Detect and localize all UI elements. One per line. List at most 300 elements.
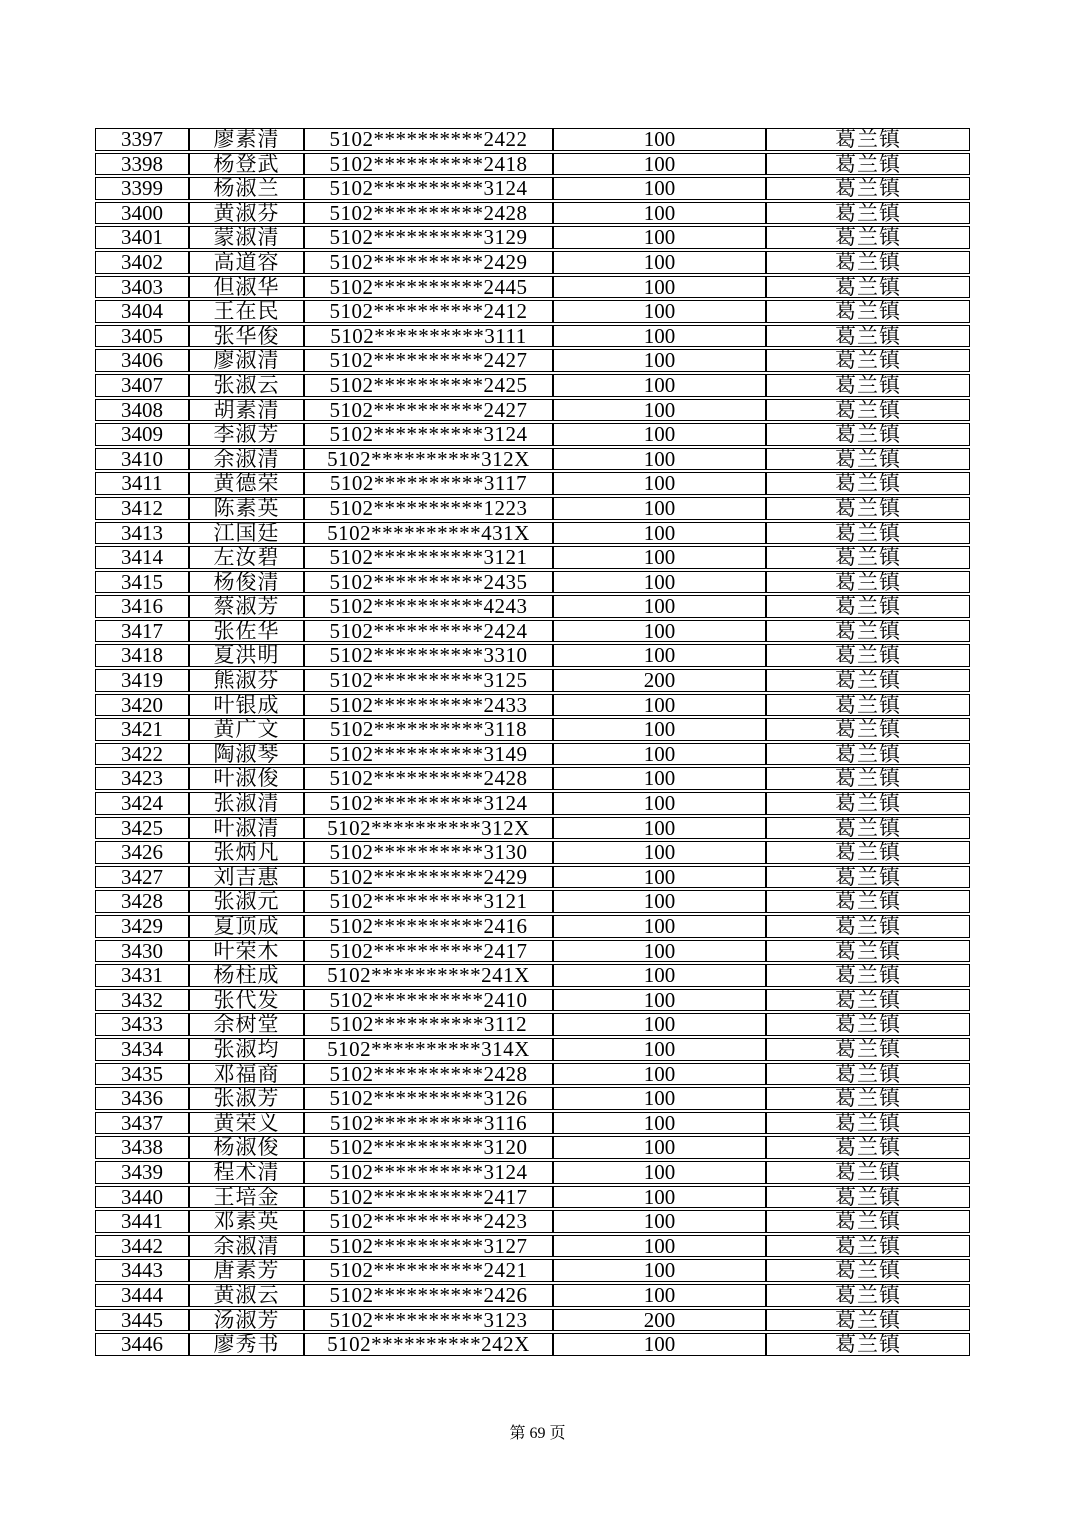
- table-row: [95, 644, 970, 667]
- id-number-cell: 5102**********312X: [304, 448, 553, 471]
- amount-cell: 100: [553, 841, 766, 864]
- person-name-cell: 张炳凡: [189, 841, 304, 864]
- town-cell: 葛兰镇: [766, 522, 970, 545]
- id-number-cell: 5102**********3120: [304, 1136, 553, 1159]
- person-name-cell: 张淑清: [189, 792, 304, 815]
- amount-cell: 100: [553, 374, 766, 397]
- amount-cell: 100: [553, 497, 766, 520]
- roster-table-body: [95, 128, 970, 1356]
- serial-number-cell: 3429: [95, 915, 189, 938]
- serial-number-cell: 3404: [95, 300, 189, 323]
- serial-number-cell: 3437: [95, 1112, 189, 1135]
- town-cell: 葛兰镇: [766, 1112, 970, 1135]
- serial-number-cell: 3401: [95, 226, 189, 249]
- table-row: [95, 1235, 970, 1258]
- id-number-cell: 5102**********3149: [304, 743, 553, 766]
- amount-cell: 100: [553, 1186, 766, 1209]
- town-cell: 葛兰镇: [766, 472, 970, 495]
- table-row: [95, 1136, 970, 1159]
- id-number-cell: 5102**********3118: [304, 718, 553, 741]
- person-name-cell: 熊淑芬: [189, 669, 304, 692]
- town-cell: 葛兰镇: [766, 718, 970, 741]
- town-cell: 葛兰镇: [766, 349, 970, 372]
- table-row: [95, 448, 970, 471]
- serial-number-cell: 3416: [95, 595, 189, 618]
- page-number-label: 第 69 页: [509, 1425, 566, 1442]
- amount-cell: 100: [553, 399, 766, 422]
- id-number-cell: 5102**********3116: [304, 1112, 553, 1135]
- amount-cell: 100: [553, 472, 766, 495]
- id-number-cell: 5102**********3117: [304, 472, 553, 495]
- table-row: [95, 1186, 970, 1209]
- table-row: [95, 792, 970, 815]
- town-cell: 葛兰镇: [766, 300, 970, 323]
- serial-number-cell: 3408: [95, 399, 189, 422]
- town-cell: 葛兰镇: [766, 448, 970, 471]
- id-number-cell: 5102**********3124: [304, 177, 553, 200]
- town-cell: 葛兰镇: [766, 325, 970, 348]
- town-cell: 葛兰镇: [766, 620, 970, 643]
- town-cell: 葛兰镇: [766, 153, 970, 176]
- table-row: [95, 374, 970, 397]
- person-name-cell: 陈素英: [189, 497, 304, 520]
- person-name-cell: 高道容: [189, 251, 304, 274]
- table-row: [95, 1013, 970, 1036]
- serial-number-cell: 3402: [95, 251, 189, 274]
- serial-number-cell: 3398: [95, 153, 189, 176]
- person-name-cell: 廖淑清: [189, 349, 304, 372]
- serial-number-cell: 3397: [95, 128, 189, 151]
- town-cell: 葛兰镇: [766, 792, 970, 815]
- town-cell: 葛兰镇: [766, 177, 970, 200]
- amount-cell: 100: [553, 1259, 766, 1282]
- serial-number-cell: 3433: [95, 1013, 189, 1036]
- table-row: [95, 177, 970, 200]
- serial-number-cell: 3445: [95, 1309, 189, 1332]
- town-cell: 葛兰镇: [766, 571, 970, 594]
- town-cell: 葛兰镇: [766, 890, 970, 913]
- table-row: [95, 890, 970, 913]
- id-number-cell: 5102**********2427: [304, 349, 553, 372]
- id-number-cell: 5102**********2417: [304, 1186, 553, 1209]
- serial-number-cell: 3446: [95, 1333, 189, 1356]
- serial-number-cell: 3444: [95, 1284, 189, 1307]
- person-name-cell: 但淑华: [189, 276, 304, 299]
- amount-cell: 100: [553, 1161, 766, 1184]
- person-name-cell: 蒙淑清: [189, 226, 304, 249]
- id-number-cell: 5102**********2435: [304, 571, 553, 594]
- serial-number-cell: 3430: [95, 940, 189, 963]
- id-number-cell: 5102**********3129: [304, 226, 553, 249]
- town-cell: 葛兰镇: [766, 669, 970, 692]
- amount-cell: 100: [553, 546, 766, 569]
- id-number-cell: 5102**********431X: [304, 522, 553, 545]
- serial-number-cell: 3413: [95, 522, 189, 545]
- table-row: [95, 1087, 970, 1110]
- amount-cell: 200: [553, 1309, 766, 1332]
- serial-number-cell: 3405: [95, 325, 189, 348]
- amount-cell: 100: [553, 989, 766, 1012]
- id-number-cell: 5102**********2429: [304, 251, 553, 274]
- person-name-cell: 黄广文: [189, 718, 304, 741]
- person-name-cell: 李淑芳: [189, 423, 304, 446]
- serial-number-cell: 3422: [95, 743, 189, 766]
- serial-number-cell: 3403: [95, 276, 189, 299]
- person-name-cell: 叶淑俊: [189, 767, 304, 790]
- town-cell: 葛兰镇: [766, 915, 970, 938]
- table-row: [95, 817, 970, 840]
- town-cell: 葛兰镇: [766, 1309, 970, 1332]
- amount-cell: 100: [553, 1013, 766, 1036]
- table-row: [95, 841, 970, 864]
- town-cell: 葛兰镇: [766, 964, 970, 987]
- serial-number-cell: 3426: [95, 841, 189, 864]
- town-cell: 葛兰镇: [766, 866, 970, 889]
- serial-number-cell: 3412: [95, 497, 189, 520]
- serial-number-cell: 3427: [95, 866, 189, 889]
- person-name-cell: 余树堂: [189, 1013, 304, 1036]
- amount-cell: 100: [553, 792, 766, 815]
- id-number-cell: 5102**********3126: [304, 1087, 553, 1110]
- town-cell: 葛兰镇: [766, 1063, 970, 1086]
- id-number-cell: 5102**********2417: [304, 940, 553, 963]
- id-number-cell: 5102**********3127: [304, 1235, 553, 1258]
- table-row: [95, 128, 970, 151]
- person-name-cell: 程术清: [189, 1161, 304, 1184]
- id-number-cell: 5102**********3124: [304, 792, 553, 815]
- id-number-cell: 5102**********3123: [304, 1309, 553, 1332]
- town-cell: 葛兰镇: [766, 497, 970, 520]
- id-number-cell: 5102**********3112: [304, 1013, 553, 1036]
- serial-number-cell: 3440: [95, 1186, 189, 1209]
- id-number-cell: 5102**********2423: [304, 1210, 553, 1233]
- person-name-cell: 王培金: [189, 1186, 304, 1209]
- person-name-cell: 夏顶成: [189, 915, 304, 938]
- id-number-cell: 5102**********314X: [304, 1038, 553, 1061]
- amount-cell: 100: [553, 1038, 766, 1061]
- person-name-cell: 汤淑芳: [189, 1309, 304, 1332]
- amount-cell: 100: [553, 226, 766, 249]
- serial-number-cell: 3428: [95, 890, 189, 913]
- person-name-cell: 余淑清: [189, 448, 304, 471]
- person-name-cell: 廖秀书: [189, 1333, 304, 1356]
- amount-cell: 100: [553, 718, 766, 741]
- id-number-cell: 5102**********2416: [304, 915, 553, 938]
- serial-number-cell: 3439: [95, 1161, 189, 1184]
- person-name-cell: 黄德荣: [189, 472, 304, 495]
- town-cell: 葛兰镇: [766, 1235, 970, 1258]
- table-row: [95, 1063, 970, 1086]
- id-number-cell: 5102**********3111: [304, 325, 553, 348]
- person-name-cell: 黄荣义: [189, 1112, 304, 1135]
- amount-cell: 100: [553, 595, 766, 618]
- serial-number-cell: 3434: [95, 1038, 189, 1061]
- payment-roster-table: [95, 126, 970, 1358]
- person-name-cell: 张淑芳: [189, 1087, 304, 1110]
- town-cell: 葛兰镇: [766, 1186, 970, 1209]
- town-cell: 葛兰镇: [766, 1210, 970, 1233]
- town-cell: 葛兰镇: [766, 1284, 970, 1307]
- person-name-cell: 黄淑芬: [189, 202, 304, 225]
- town-cell: 葛兰镇: [766, 202, 970, 225]
- serial-number-cell: 3423: [95, 767, 189, 790]
- amount-cell: 100: [553, 767, 766, 790]
- town-cell: 葛兰镇: [766, 1038, 970, 1061]
- town-cell: 葛兰镇: [766, 743, 970, 766]
- town-cell: 葛兰镇: [766, 1333, 970, 1356]
- town-cell: 葛兰镇: [766, 1136, 970, 1159]
- person-name-cell: 刘吉惠: [189, 866, 304, 889]
- amount-cell: 100: [553, 620, 766, 643]
- town-cell: 葛兰镇: [766, 595, 970, 618]
- amount-cell: 100: [553, 448, 766, 471]
- person-name-cell: 杨俊清: [189, 571, 304, 594]
- table-row: [95, 595, 970, 618]
- serial-number-cell: 3417: [95, 620, 189, 643]
- person-name-cell: 胡素清: [189, 399, 304, 422]
- person-name-cell: 张淑云: [189, 374, 304, 397]
- amount-cell: 100: [553, 743, 766, 766]
- id-number-cell: 5102**********312X: [304, 817, 553, 840]
- table-row: [95, 1259, 970, 1282]
- serial-number-cell: 3441: [95, 1210, 189, 1233]
- table-row: [95, 743, 970, 766]
- id-number-cell: 5102**********2433: [304, 694, 553, 717]
- serial-number-cell: 3411: [95, 472, 189, 495]
- amount-cell: 100: [553, 177, 766, 200]
- amount-cell: 100: [553, 644, 766, 667]
- table-row: [95, 472, 970, 495]
- amount-cell: 100: [553, 300, 766, 323]
- town-cell: 葛兰镇: [766, 251, 970, 274]
- amount-cell: 100: [553, 1112, 766, 1135]
- person-name-cell: 余淑清: [189, 1235, 304, 1258]
- amount-cell: 100: [553, 325, 766, 348]
- id-number-cell: 5102**********2428: [304, 767, 553, 790]
- amount-cell: 100: [553, 276, 766, 299]
- amount-cell: 100: [553, 1333, 766, 1356]
- amount-cell: 100: [553, 1235, 766, 1258]
- id-number-cell: 5102**********2422: [304, 128, 553, 151]
- table-row: [95, 989, 970, 1012]
- id-number-cell: 5102**********2425: [304, 374, 553, 397]
- id-number-cell: 5102**********2421: [304, 1259, 553, 1282]
- person-name-cell: 叶银成: [189, 694, 304, 717]
- serial-number-cell: 3424: [95, 792, 189, 815]
- table-row: [95, 153, 970, 176]
- serial-number-cell: 3409: [95, 423, 189, 446]
- person-name-cell: 张淑均: [189, 1038, 304, 1061]
- table-row: [95, 276, 970, 299]
- serial-number-cell: 3431: [95, 964, 189, 987]
- amount-cell: 100: [553, 251, 766, 274]
- town-cell: 葛兰镇: [766, 374, 970, 397]
- table-row: [95, 767, 970, 790]
- person-name-cell: 江国廷: [189, 522, 304, 545]
- table-row: [95, 669, 970, 692]
- id-number-cell: 5102**********3124: [304, 1161, 553, 1184]
- town-cell: 葛兰镇: [766, 226, 970, 249]
- serial-number-cell: 3438: [95, 1136, 189, 1159]
- town-cell: 葛兰镇: [766, 940, 970, 963]
- table-row: [95, 1210, 970, 1233]
- table-row: [95, 325, 970, 348]
- table-row: [95, 497, 970, 520]
- table-row: [95, 251, 970, 274]
- town-cell: 葛兰镇: [766, 399, 970, 422]
- town-cell: 葛兰镇: [766, 276, 970, 299]
- serial-number-cell: 3414: [95, 546, 189, 569]
- table-row: [95, 1038, 970, 1061]
- serial-number-cell: 3410: [95, 448, 189, 471]
- person-name-cell: 邓福商: [189, 1063, 304, 1086]
- town-cell: 葛兰镇: [766, 989, 970, 1012]
- id-number-cell: 5102**********4243: [304, 595, 553, 618]
- id-number-cell: 5102**********2427: [304, 399, 553, 422]
- person-name-cell: 杨淑兰: [189, 177, 304, 200]
- id-number-cell: 5102**********3310: [304, 644, 553, 667]
- id-number-cell: 5102**********2428: [304, 1063, 553, 1086]
- amount-cell: 100: [553, 1284, 766, 1307]
- serial-number-cell: 3443: [95, 1259, 189, 1282]
- person-name-cell: 杨淑俊: [189, 1136, 304, 1159]
- person-name-cell: 杨登武: [189, 153, 304, 176]
- id-number-cell: 5102**********3121: [304, 546, 553, 569]
- table-row: [95, 1309, 970, 1332]
- person-name-cell: 廖素清: [189, 128, 304, 151]
- person-name-cell: 唐素芳: [189, 1259, 304, 1282]
- id-number-cell: 5102**********3124: [304, 423, 553, 446]
- person-name-cell: 叶淑清: [189, 817, 304, 840]
- table-row: [95, 915, 970, 938]
- amount-cell: 100: [553, 817, 766, 840]
- table-row: [95, 202, 970, 225]
- person-name-cell: 蔡淑芳: [189, 595, 304, 618]
- table-row: [95, 1112, 970, 1135]
- serial-number-cell: 3432: [95, 989, 189, 1012]
- id-number-cell: 5102**********2445: [304, 276, 553, 299]
- table-row: [95, 718, 970, 741]
- town-cell: 葛兰镇: [766, 841, 970, 864]
- town-cell: 葛兰镇: [766, 1161, 970, 1184]
- amount-cell: 100: [553, 1063, 766, 1086]
- id-number-cell: 5102**********3121: [304, 890, 553, 913]
- person-name-cell: 张代发: [189, 989, 304, 1012]
- table-row: [95, 399, 970, 422]
- amount-cell: 100: [553, 128, 766, 151]
- table-row: [95, 964, 970, 987]
- amount-cell: 100: [553, 153, 766, 176]
- person-name-cell: 黄淑云: [189, 1284, 304, 1307]
- table-row: [95, 522, 970, 545]
- serial-number-cell: 3425: [95, 817, 189, 840]
- id-number-cell: 5102**********2418: [304, 153, 553, 176]
- amount-cell: 100: [553, 940, 766, 963]
- town-cell: 葛兰镇: [766, 694, 970, 717]
- amount-cell: 100: [553, 1087, 766, 1110]
- id-number-cell: 5102**********2428: [304, 202, 553, 225]
- serial-number-cell: 3415: [95, 571, 189, 594]
- person-name-cell: 夏洪明: [189, 644, 304, 667]
- town-cell: 葛兰镇: [766, 767, 970, 790]
- table-row: [95, 1333, 970, 1356]
- amount-cell: 100: [553, 571, 766, 594]
- amount-cell: 100: [553, 964, 766, 987]
- id-number-cell: 5102**********2426: [304, 1284, 553, 1307]
- table-row: [95, 423, 970, 446]
- town-cell: 葛兰镇: [766, 644, 970, 667]
- town-cell: 葛兰镇: [766, 1087, 970, 1110]
- table-row: [95, 620, 970, 643]
- table-row: [95, 694, 970, 717]
- town-cell: 葛兰镇: [766, 546, 970, 569]
- amount-cell: 100: [553, 694, 766, 717]
- table-row: [95, 226, 970, 249]
- person-name-cell: 张淑元: [189, 890, 304, 913]
- person-name-cell: 王在民: [189, 300, 304, 323]
- serial-number-cell: 3435: [95, 1063, 189, 1086]
- amount-cell: 100: [553, 349, 766, 372]
- page-footer: [0, 1423, 1075, 1445]
- amount-cell: 100: [553, 915, 766, 938]
- serial-number-cell: 3418: [95, 644, 189, 667]
- table-row: [95, 866, 970, 889]
- person-name-cell: 陶淑琴: [189, 743, 304, 766]
- id-number-cell: 5102**********241X: [304, 964, 553, 987]
- person-name-cell: 张佐华: [189, 620, 304, 643]
- person-name-cell: 叶荣木: [189, 940, 304, 963]
- amount-cell: 100: [553, 1136, 766, 1159]
- serial-number-cell: 3436: [95, 1087, 189, 1110]
- table-row: [95, 300, 970, 323]
- table-row: [95, 546, 970, 569]
- amount-cell: 100: [553, 890, 766, 913]
- id-number-cell: 5102**********2429: [304, 866, 553, 889]
- id-number-cell: 5102**********3130: [304, 841, 553, 864]
- town-cell: 葛兰镇: [766, 128, 970, 151]
- town-cell: 葛兰镇: [766, 1259, 970, 1282]
- amount-cell: 100: [553, 202, 766, 225]
- town-cell: 葛兰镇: [766, 817, 970, 840]
- serial-number-cell: 3400: [95, 202, 189, 225]
- person-name-cell: 张华俊: [189, 325, 304, 348]
- serial-number-cell: 3407: [95, 374, 189, 397]
- amount-cell: 100: [553, 1210, 766, 1233]
- person-name-cell: 左汝碧: [189, 546, 304, 569]
- serial-number-cell: 3420: [95, 694, 189, 717]
- id-number-cell: 5102**********2410: [304, 989, 553, 1012]
- table-row: [95, 349, 970, 372]
- amount-cell: 100: [553, 866, 766, 889]
- amount-cell: 100: [553, 522, 766, 545]
- id-number-cell: 5102**********3125: [304, 669, 553, 692]
- person-name-cell: 杨柱成: [189, 964, 304, 987]
- amount-cell: 200: [553, 669, 766, 692]
- person-name-cell: 邓素英: [189, 1210, 304, 1233]
- table-row: [95, 940, 970, 963]
- id-number-cell: 5102**********242X: [304, 1333, 553, 1356]
- amount-cell: 100: [553, 423, 766, 446]
- id-number-cell: 5102**********2424: [304, 620, 553, 643]
- serial-number-cell: 3399: [95, 177, 189, 200]
- serial-number-cell: 3421: [95, 718, 189, 741]
- table-row: [95, 1284, 970, 1307]
- town-cell: 葛兰镇: [766, 1013, 970, 1036]
- serial-number-cell: 3406: [95, 349, 189, 372]
- table-row: [95, 571, 970, 594]
- table-row: [95, 1161, 970, 1184]
- town-cell: 葛兰镇: [766, 423, 970, 446]
